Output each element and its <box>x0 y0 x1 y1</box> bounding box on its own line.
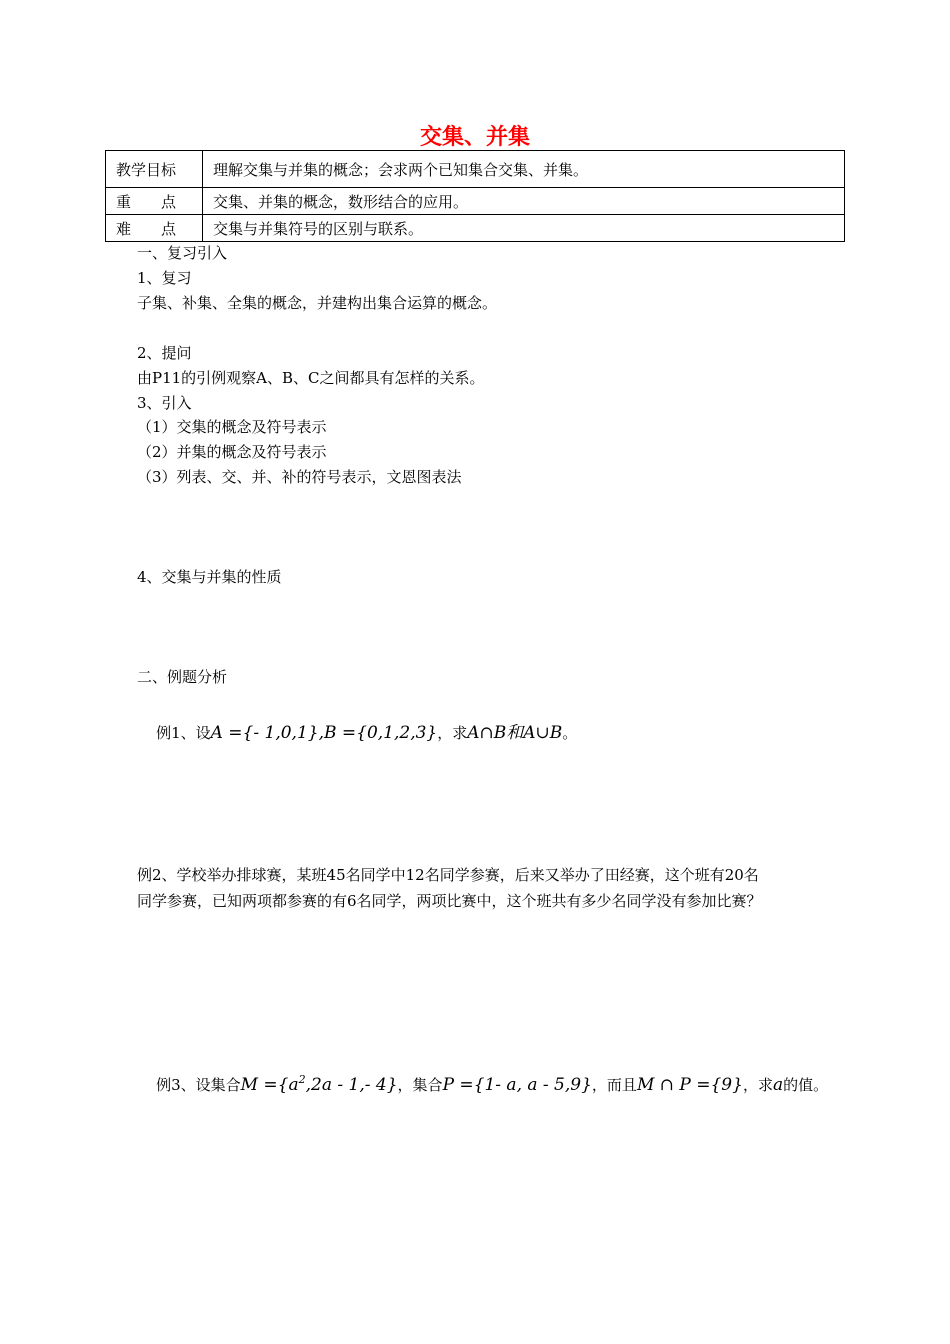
intro-item-1: （1）交集的概念及符号表示 <box>137 418 327 436</box>
row-value: 理解交集与并集的概念；会求两个已知集合交集、并集。 <box>203 151 845 188</box>
ex1-end: 。 <box>562 724 578 742</box>
review-text: 子集、补集、全集的概念，并建构出集合运算的概念。 <box>137 294 498 312</box>
subheading-review: 1、复习 <box>137 269 192 287</box>
example-1 <box>137 700 577 766</box>
ex3-set-m-exponent: 2 <box>298 1073 306 1086</box>
ex3-mid-2: ，而且 <box>591 1076 637 1094</box>
ex1-set-b: B ={0,1,2,3} <box>324 723 438 743</box>
ex1-set-a: A ={- 1,0,1} <box>210 723 319 743</box>
table-row <box>106 188 845 215</box>
ex1-expression: A∩B和A∪B <box>467 723 563 743</box>
ex3-set-m-head: M ={a <box>240 1075 299 1095</box>
objectives-table <box>105 150 845 242</box>
ex3-variable: a <box>772 1075 784 1095</box>
page-title: 交集、并集 <box>419 124 530 150</box>
ex3-prefix: 例3、设集合 <box>156 1076 241 1094</box>
ex3-end: 的值。 <box>783 1076 829 1094</box>
ex3-mid-3: ，求 <box>742 1076 773 1094</box>
subheading-question: 2、提问 <box>137 344 192 362</box>
row-value: 交集与并集符号的区别与联系。 <box>203 215 845 242</box>
ex3-set-p: P ={1- a, a - 5,9} <box>442 1075 592 1095</box>
ex1-mid: ，求 <box>437 724 468 742</box>
example-3 <box>137 1047 828 1118</box>
example-2-line-1: 例2、学校举办排球赛，某班45名同学中12名同学参赛，后来又举办了田经赛，这个班有20名 <box>137 866 759 884</box>
ex3-set-m-tail: ,2a - 1,- 4} <box>305 1075 398 1095</box>
subheading-properties: 4、交集与并集的性质 <box>137 568 282 586</box>
example-2-line-2: 同学参赛，已知两项都参赛的有6名同学，两项比赛中，这个班共有多少名同学没有参加比赛？ <box>137 892 762 910</box>
ex1-prefix: 例1、设 <box>156 724 211 742</box>
row-label: 教学目标 <box>106 151 203 188</box>
section-heading-examples: 二、例题分析 <box>137 668 228 686</box>
question-text: 由P11的引例观察A、B、C之间都具有怎样的关系。 <box>137 369 485 387</box>
row-value: 交集、并集的概念，数形结合的应用。 <box>203 188 845 215</box>
ex3-mid-1: ，集合 <box>397 1076 443 1094</box>
row-label: 重 点 <box>106 188 203 215</box>
table-row <box>106 151 845 188</box>
intro-item-3: （3）列表、交、并、补的符号表示，文恩图表法 <box>137 468 462 486</box>
intro-item-2: （2）并集的概念及符号表示 <box>137 443 327 461</box>
ex3-condition: M ∩ P ={9} <box>636 1075 743 1095</box>
subheading-intro: 3、引入 <box>137 394 192 412</box>
ex1-separator: , <box>318 723 324 743</box>
section-heading-review: 一、复习引入 <box>137 244 228 262</box>
table-row <box>106 215 845 242</box>
row-label: 难 点 <box>106 215 203 242</box>
